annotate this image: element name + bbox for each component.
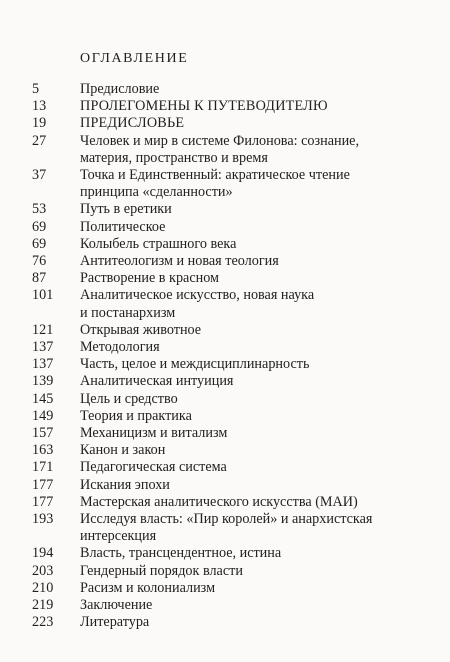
page-number: 69 bbox=[32, 235, 47, 252]
toc-entry bbox=[32, 477, 432, 494]
toc-entry bbox=[32, 322, 432, 339]
page-number: 171 bbox=[32, 459, 54, 476]
entry-title: Открывая животное bbox=[80, 321, 202, 338]
toc-entry bbox=[32, 597, 432, 614]
toc-entry bbox=[32, 236, 432, 253]
entry-title: Человек и мир в системе Филонова: сознание, материя, пространство и время bbox=[80, 132, 360, 166]
page-number: 5 bbox=[32, 81, 40, 97]
page-number: 101 bbox=[32, 287, 54, 304]
entry-title: Растворение в красном bbox=[80, 270, 220, 287]
page-number: 193 bbox=[32, 511, 54, 528]
page-number: 19 bbox=[32, 115, 47, 132]
page-number: 137 bbox=[32, 339, 54, 356]
page-number: 163 bbox=[32, 442, 54, 459]
toc-entry bbox=[32, 563, 432, 580]
toc-entry bbox=[32, 580, 432, 597]
toc-entry bbox=[32, 339, 432, 356]
page-number: 157 bbox=[32, 425, 54, 442]
toc-heading: ОГЛАВЛЕНИЕ bbox=[80, 51, 189, 67]
toc-entry bbox=[32, 614, 432, 631]
page-number: 223 bbox=[32, 614, 54, 631]
entry-title: Механицизм и витализм bbox=[80, 425, 228, 442]
toc-entry bbox=[32, 219, 432, 236]
entry-title: Педагогическая система bbox=[80, 459, 227, 476]
toc-entry bbox=[32, 408, 432, 425]
entry-title: Аналитическая интуиция bbox=[80, 373, 234, 390]
page-number: 121 bbox=[32, 321, 54, 338]
page-number: 37 bbox=[32, 167, 47, 184]
page-number: 145 bbox=[32, 390, 54, 407]
toc-entry bbox=[32, 494, 432, 511]
table-of-contents bbox=[32, 81, 432, 632]
entry-title: Канон и закон bbox=[80, 442, 166, 459]
toc-entry bbox=[32, 167, 432, 201]
page-number: 139 bbox=[32, 373, 54, 390]
toc-entry bbox=[32, 201, 432, 218]
toc-entry bbox=[32, 545, 432, 562]
entry-title: Расизм и колониализм bbox=[80, 579, 216, 596]
toc-entry bbox=[32, 270, 432, 287]
page-number: 177 bbox=[32, 476, 54, 493]
entry-title: Заключение bbox=[80, 597, 153, 614]
entry-title: Искания эпохи bbox=[80, 476, 170, 493]
page-number: 177 bbox=[32, 493, 54, 510]
entry-title: Политическое bbox=[80, 218, 166, 235]
page-number: 210 bbox=[32, 579, 54, 596]
toc-entry bbox=[32, 425, 432, 442]
entry-title: ПРЕДИСЛОВЬЕ bbox=[80, 115, 185, 132]
entry-title: Мастерская аналитического искусства (МАИ) bbox=[80, 493, 358, 510]
toc-entry bbox=[32, 133, 432, 167]
page-number: 13 bbox=[32, 98, 47, 115]
entry-title: Предисловие bbox=[80, 81, 160, 97]
entry-title: Точка и Единственный: акратическое чтение принципа «сделанности» bbox=[80, 167, 350, 201]
toc-entry bbox=[32, 287, 432, 321]
page-number: 69 bbox=[32, 218, 47, 235]
entry-title: Исследуя власть: «Пир королей» и анархистская интерсекция bbox=[80, 511, 373, 545]
page-number: 219 bbox=[32, 597, 54, 614]
toc-entry bbox=[32, 442, 432, 459]
toc-entry bbox=[32, 511, 432, 545]
toc-entry bbox=[32, 459, 432, 476]
page-number: 53 bbox=[32, 201, 47, 218]
page-number: 76 bbox=[32, 253, 47, 270]
entry-title: Цель и средство bbox=[80, 390, 178, 407]
entry-title: Путь в еретики bbox=[80, 201, 172, 218]
toc-entry bbox=[32, 253, 432, 270]
entry-title: Литература bbox=[80, 614, 150, 631]
entry-title: ПРОЛЕГОМЕНЫ К ПУТЕВОДИТЕЛЮ bbox=[80, 98, 328, 115]
page-number: 137 bbox=[32, 356, 54, 373]
entry-title: Гендерный порядок власти bbox=[80, 562, 243, 579]
entry-title: Часть, целое и междисциплинарность bbox=[80, 356, 310, 373]
toc-entry bbox=[32, 391, 432, 408]
entry-title: Теория и практика bbox=[80, 407, 192, 424]
page-number: 203 bbox=[32, 562, 54, 579]
toc-entry bbox=[32, 356, 432, 373]
toc-entry bbox=[32, 373, 432, 390]
entry-title: Аналитическое искусство, новая наука и постанархизм bbox=[80, 287, 315, 321]
page-number: 87 bbox=[32, 270, 47, 287]
entry-title: Методология bbox=[80, 339, 160, 356]
entry-title: Антитеологизм и новая теология bbox=[80, 253, 279, 270]
toc-entry bbox=[32, 81, 432, 98]
toc-entry bbox=[32, 98, 432, 115]
page-number: 27 bbox=[32, 132, 47, 149]
entry-title: Власть, трансцендентное, истина bbox=[80, 545, 282, 562]
toc-entry bbox=[32, 115, 432, 132]
page-number: 149 bbox=[32, 407, 54, 424]
page-number: 194 bbox=[32, 545, 54, 562]
entry-title: Колыбель страшного века bbox=[80, 235, 237, 252]
